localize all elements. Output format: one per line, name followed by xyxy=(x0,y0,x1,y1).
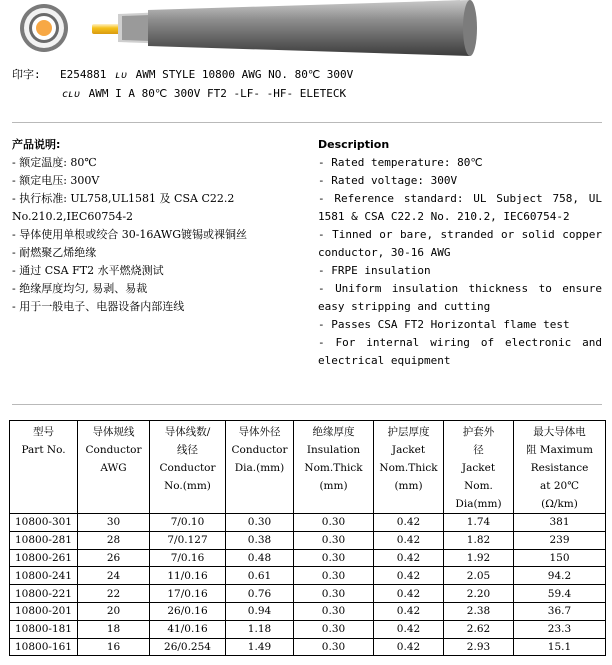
table-cell: 0.30 xyxy=(294,602,374,620)
table-cell: 15.1 xyxy=(514,638,606,656)
column-header-line: 最大导体电 xyxy=(533,426,586,438)
table-cell: 0.30 xyxy=(294,567,374,585)
column-header-line: 型号 xyxy=(33,426,54,438)
table-cell: 18 xyxy=(78,620,150,638)
table-cell: 1.74 xyxy=(444,514,514,532)
column-header-line: AWG xyxy=(100,462,127,474)
list-item: - Reference standard: UL Subject 758, UL 1581 & CSA C22.2 No. 210.2, IEC60754-2 xyxy=(318,192,602,223)
column-header-line: Nom.Thick xyxy=(304,462,363,474)
table-cell: 30 xyxy=(78,514,150,532)
table-cell: 24 xyxy=(78,567,150,585)
column-header-line: 导体线数/ xyxy=(164,426,211,438)
table-cell: 16 xyxy=(78,638,150,656)
list-item: - Passes CSA FT2 Horizontal flame test xyxy=(318,318,570,331)
column-header-line: Insulation xyxy=(306,444,361,456)
description-cn-list xyxy=(12,154,304,316)
print-marking xyxy=(12,66,353,104)
description-en-list xyxy=(318,154,602,370)
table-cell: 0.30 xyxy=(294,585,374,603)
column-header-line: 护套外 xyxy=(462,426,495,438)
column-header-line: 绝缘厚度 xyxy=(312,426,355,438)
table-cell: 0.30 xyxy=(294,549,374,567)
description-cn-title: 产品说明: xyxy=(12,138,61,151)
table-cell: 94.2 xyxy=(514,567,606,585)
column-header xyxy=(78,421,150,514)
column-header-line: Conductor xyxy=(231,444,288,456)
table-cell: 20 xyxy=(78,602,150,620)
list-item: - 额定电压: 300V xyxy=(12,174,100,187)
table-cell: 59.4 xyxy=(514,585,606,603)
table-cell: 381 xyxy=(514,514,606,532)
list-item: - 通过 CSA FT2 水平燃烧测试 xyxy=(12,264,164,277)
table-cell: 0.76 xyxy=(226,585,294,603)
table-cell: 0.94 xyxy=(226,602,294,620)
description-en xyxy=(318,136,602,370)
list-item: - 额定温度: 80℃ xyxy=(12,156,97,169)
table-cell: 17/0.16 xyxy=(150,585,226,603)
column-header-line: Jacket xyxy=(461,462,496,474)
table-cell: 1.18 xyxy=(226,620,294,638)
table-cell: 10800-301 xyxy=(10,514,78,532)
column-header-line: 护层厚度 xyxy=(387,426,430,438)
table-cell: 26/0.254 xyxy=(150,638,226,656)
table-row xyxy=(10,620,606,638)
marking-line1-text: AWM STYLE 10800 AWG NO. 80℃ 300V xyxy=(135,68,354,81)
list-item: - 用于一般电子、电器设备内部连线 xyxy=(12,300,185,313)
list-item: - Rated temperature: 80℃ xyxy=(318,156,483,169)
column-header xyxy=(10,421,78,514)
table-cell: 10800-201 xyxy=(10,602,78,620)
list-item: - 耐燃聚乙烯绝缘 xyxy=(12,246,97,259)
table-row xyxy=(10,602,606,620)
table-cell: 23.3 xyxy=(514,620,606,638)
column-header-line: 导体外径 xyxy=(238,426,281,438)
table-cell: 10800-181 xyxy=(10,620,78,638)
table-body xyxy=(10,514,606,656)
table-cell: 10800-261 xyxy=(10,549,78,567)
description-cn xyxy=(12,136,304,316)
cable-side-view xyxy=(92,0,477,56)
table-cell: 41/0.16 xyxy=(150,620,226,638)
table-cell: 2.38 xyxy=(444,602,514,620)
column-header-line: Dia(mm) xyxy=(455,498,502,510)
column-header-line: Nom. xyxy=(464,480,493,492)
table-cell: 1.49 xyxy=(226,638,294,656)
table-cell: 150 xyxy=(514,549,606,567)
table-cell: 1.92 xyxy=(444,549,514,567)
table-header-row xyxy=(10,421,606,514)
table-cell: 10800-221 xyxy=(10,585,78,603)
table-cell: 11/0.16 xyxy=(150,567,226,585)
column-header-line: (Ω/km) xyxy=(541,498,578,510)
table-cell: 28 xyxy=(78,531,150,549)
column-header-line: (mm) xyxy=(319,480,348,492)
list-item: - FRPE insulation xyxy=(318,264,431,277)
list-item: - 绝缘厚度均匀, 易剥、易裁 xyxy=(12,282,148,295)
column-header-line: (mm) xyxy=(394,480,423,492)
spec-table xyxy=(9,420,606,656)
table-row xyxy=(10,567,606,585)
list-item: - Tinned or bare, stranded or solid copper conductor, 30-16 AWG xyxy=(318,228,602,259)
table-cell: 0.38 xyxy=(226,531,294,549)
table-cell: 0.42 xyxy=(374,602,444,620)
column-header-line: 导体规线 xyxy=(92,426,135,438)
cable-illustration xyxy=(0,0,612,60)
column-header xyxy=(444,421,514,514)
column-header xyxy=(226,421,294,514)
table-cell: 2.05 xyxy=(444,567,514,585)
column-header-line: 阻 Maximum xyxy=(526,444,593,456)
table-cell: 0.42 xyxy=(374,620,444,638)
table-cell: 10800-161 xyxy=(10,638,78,656)
column-header-line: 线径 xyxy=(177,444,198,456)
list-item: - 执行标准: UL758,UL1581 及 CSA C22.2 No.210.2,IEC60754-2 xyxy=(12,192,235,223)
table-cell: 26/0.16 xyxy=(150,602,226,620)
column-header-line: Jacket xyxy=(391,444,426,456)
table-cell: 0.42 xyxy=(374,514,444,532)
table-cell: 0.30 xyxy=(226,514,294,532)
table-cell: 7/0.10 xyxy=(150,514,226,532)
table-cell: 7/0.16 xyxy=(150,549,226,567)
table-cell: 0.42 xyxy=(374,638,444,656)
marking-line1-prefix: E254881 xyxy=(60,68,107,81)
table-cell: 0.30 xyxy=(294,514,374,532)
list-item: - Rated voltage: 300V xyxy=(318,174,458,187)
table-cell: 0.30 xyxy=(294,620,374,638)
table-row xyxy=(10,549,606,567)
table-cell: 0.42 xyxy=(374,567,444,585)
column-header-line: No.(mm) xyxy=(164,480,211,492)
column-header xyxy=(374,421,444,514)
list-item: - 导体使用单根或绞合 30-16AWG镀锡或裸铜丝 xyxy=(12,228,248,241)
marking-label: 印字: xyxy=(12,68,41,81)
table-cell: 2.20 xyxy=(444,585,514,603)
table-cell: 0.30 xyxy=(294,531,374,549)
column-header-line: at 20℃ xyxy=(540,480,579,492)
table-row xyxy=(10,638,606,656)
table-row xyxy=(10,531,606,549)
column-header-line: Conductor xyxy=(85,444,142,456)
column-header-line: Resistance xyxy=(530,462,589,474)
table-cell: 0.30 xyxy=(294,638,374,656)
table-cell: 0.42 xyxy=(374,549,444,567)
marking-line2-text: AWM I A 80℃ 300V FT2 -LF- -HF- ELETECK xyxy=(88,87,347,100)
column-header-line: Part No. xyxy=(21,444,66,456)
column-header-line: Conductor xyxy=(159,462,216,474)
table-cell: 0.61 xyxy=(226,567,294,585)
table-cell: 2.62 xyxy=(444,620,514,638)
list-item: - Uniform insulation thickness to ensure easy stripping and cutting xyxy=(318,282,602,313)
column-header-line: 径 xyxy=(473,444,484,456)
divider-top xyxy=(12,122,602,123)
cul-logo-icon: cʟᴜ xyxy=(62,89,81,100)
table-cell: 0.42 xyxy=(374,531,444,549)
table-cell: 26 xyxy=(78,549,150,567)
table-cell: 0.48 xyxy=(226,549,294,567)
table-cell: 36.7 xyxy=(514,602,606,620)
table-cell: 0.42 xyxy=(374,585,444,603)
table-cell: 1.82 xyxy=(444,531,514,549)
cable-cross-section xyxy=(20,4,68,52)
list-item: - For internal wiring of electronic and electrical equipment xyxy=(318,336,602,367)
column-header-line: Nom.Thick xyxy=(379,462,438,474)
table-cell: 10800-281 xyxy=(10,531,78,549)
column-header-line: Dia.(mm) xyxy=(234,462,285,474)
table-cell: 7/0.127 xyxy=(150,531,226,549)
column-header xyxy=(294,421,374,514)
table-row xyxy=(10,585,606,603)
ul-logo-icon: ʟᴜ xyxy=(114,70,128,81)
table-cell: 22 xyxy=(78,585,150,603)
column-header xyxy=(514,421,606,514)
table-cell: 10800-241 xyxy=(10,567,78,585)
table-cell: 2.93 xyxy=(444,638,514,656)
table-cell: 239 xyxy=(514,531,606,549)
description-en-title: Description xyxy=(318,138,390,151)
column-header xyxy=(150,421,226,514)
divider-bottom xyxy=(12,404,602,405)
table-row xyxy=(10,514,606,532)
